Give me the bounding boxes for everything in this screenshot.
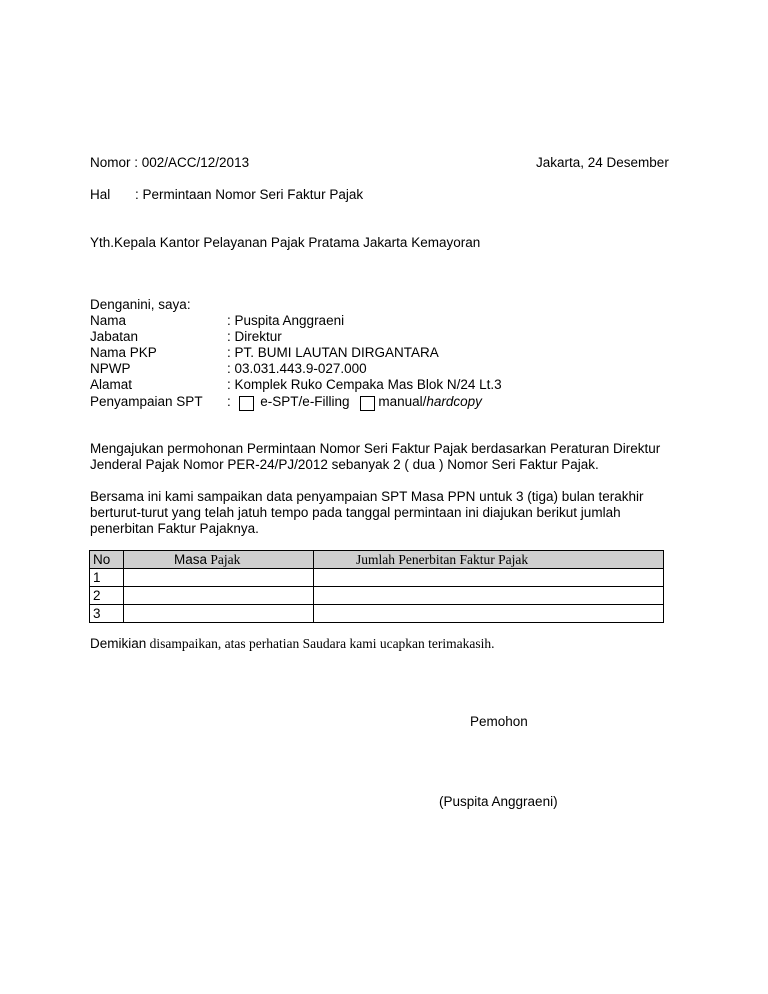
letter-number: Nomor : 002/ACC/12/2013 <box>90 155 250 170</box>
field-value-jabatan: : Direktur <box>227 329 282 344</box>
table-row <box>90 569 664 587</box>
row3-jumlah <box>314 605 664 623</box>
row1-jumlah <box>314 569 664 587</box>
hardcopy-option-label: hardcopy <box>426 394 482 409</box>
subject-value: : Permintaan Nomor Seri Faktur Pajak <box>135 187 364 202</box>
field-label-alamat: Alamat <box>90 377 133 392</box>
table-row <box>90 605 664 623</box>
row2-no: 2 <box>90 587 124 605</box>
field-value-nama-pkp: : PT. BUMI LAUTAN DIRGANTARA <box>227 345 439 360</box>
field-value-nama: : Puspita Anggraeni <box>227 313 345 328</box>
field-label-jabatan: Jabatan <box>90 329 139 344</box>
table-row <box>90 587 664 605</box>
closing-rest: disampaikan, atas perhatian Saudara kami ucapkan terimakasih. <box>146 636 495 651</box>
header-masa-pajak <box>124 551 314 569</box>
subject-label: Hal <box>90 187 111 202</box>
header-no: No <box>90 551 124 569</box>
header-jumlah: Jumlah Penerbitan Faktur Pajak <box>314 551 664 569</box>
field-label-nama: Nama <box>90 313 127 328</box>
paragraph1-line1: Mengajukan permohonan Permintaan Nomor Seri Faktur Pajak berdasarkan Peraturan Direktur <box>90 441 661 456</box>
field-label-npwp: NPWP <box>90 361 131 376</box>
recipient: Yth.Kepala Kantor Pelayanan Pajak Pratama Jakarta Kemayoran <box>90 235 481 250</box>
row3-no: 3 <box>90 605 124 623</box>
esptfilling-option-label: e-SPT/e-Filling <box>260 394 350 409</box>
manual-option-label: manual/ <box>378 394 427 409</box>
intro-text: Denganini, saya: <box>90 297 191 312</box>
paragraph2-line3: penerbitan Faktur Pajaknya. <box>90 521 259 536</box>
row2-jumlah <box>314 587 664 605</box>
field-label-penyampaian: Penyampaian SPT <box>90 394 203 409</box>
field-value-alamat: : Komplek Ruko Cempaka Mas Blok N/24 Lt.3 <box>227 377 502 392</box>
closing-first-word: Demikian <box>90 636 147 651</box>
esptfilling-checkbox[interactable] <box>239 396 254 411</box>
paragraph2-line2: berturut-turut yang telah jatuh tempo pada tanggal permintaan ini diajukan berikut jumlah <box>90 505 621 520</box>
field-value-npwp: : 03.031.443.9-027.000 <box>227 361 367 376</box>
signature-role: Pemohon <box>470 714 528 729</box>
paragraph2-line1: Bersama ini kami sampaikan data penyampaian SPT Masa PPN untuk 3 (tiga) bulan terakhir <box>90 489 644 504</box>
field-label-nama-pkp: Nama PKP <box>90 345 157 360</box>
row1-masa <box>124 569 314 587</box>
paragraph1-line2: Jenderal Pajak Nomor PER-24/PJ/2012 sebanyak 2 ( dua ) Nomor Seri Faktur Pajak. <box>90 457 599 472</box>
closing-statement <box>90 636 495 652</box>
field-value-penyampaian <box>227 394 482 411</box>
spt-table <box>89 550 664 623</box>
header-pajak-label: Pajak <box>207 551 241 567</box>
table-header-row <box>90 551 664 569</box>
row1-no: 1 <box>90 569 124 587</box>
row2-masa <box>124 587 314 605</box>
penyampaian-colon: : <box>227 394 231 409</box>
manual-hardcopy-checkbox[interactable] <box>360 396 375 411</box>
place-date: Jakarta, 24 Desember <box>536 155 669 170</box>
row3-masa <box>124 605 314 623</box>
signature-name: (Puspita Anggraeni) <box>439 794 558 809</box>
header-masa-label: Masa <box>174 551 208 567</box>
